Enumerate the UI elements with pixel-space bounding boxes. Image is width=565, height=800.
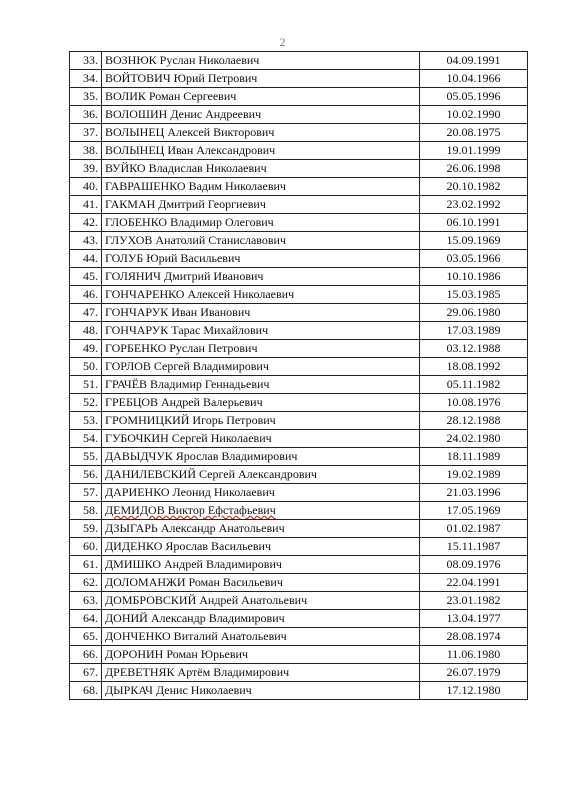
full-name: ГРАЧЁВ Владимир Геннадьевич: [105, 377, 270, 391]
table-row: [70, 124, 528, 142]
row-number: 63.: [70, 592, 102, 610]
table-row: [70, 574, 528, 592]
row-number: 48.: [70, 322, 102, 340]
table-row: [70, 556, 528, 574]
full-name: ДРЕВЕТНЯК Артём Владимирович: [105, 665, 290, 679]
full-name: ГОЛЯНИЧ Дмитрий Иванович: [105, 269, 264, 283]
full-name: ВОЙТОВИЧ Юрий Петрович: [105, 71, 258, 85]
table-row: [70, 52, 528, 70]
birth-date: 21.03.1996: [420, 484, 528, 502]
full-name-cell: [102, 520, 420, 538]
full-name: ДМИШКО Андрей Владимирович: [105, 557, 282, 571]
table-row: [70, 520, 528, 538]
full-name: ГЛОБЕНКО Владимир Олегович: [105, 215, 274, 229]
full-name: ВУЙКО Владислав Николаевич: [105, 161, 267, 175]
table-row: [70, 538, 528, 556]
birth-date: 26.07.1979: [420, 664, 528, 682]
full-name: ГОНЧАРУК Тарас Михайлович: [105, 323, 269, 337]
full-name-cell: [102, 610, 420, 628]
full-name-cell: [102, 196, 420, 214]
row-number: 40.: [70, 178, 102, 196]
table-row: [70, 376, 528, 394]
full-name-cell: [102, 538, 420, 556]
row-number: 51.: [70, 376, 102, 394]
full-name: ГЛУХОВ Анатолий Станиславович: [105, 233, 287, 247]
birth-date: 08.09.1976: [420, 556, 528, 574]
full-name-cell: [102, 232, 420, 250]
row-number: 41.: [70, 196, 102, 214]
birth-date: 03.05.1966: [420, 250, 528, 268]
birth-date: 10.08.1976: [420, 394, 528, 412]
full-name: ДАНИЛЕВСКИЙ Сергей Александрович: [105, 467, 317, 481]
row-number: 45.: [70, 268, 102, 286]
birth-date: 15.09.1969: [420, 232, 528, 250]
roster-table: [69, 51, 528, 700]
full-name-cell: [102, 574, 420, 592]
row-number: 53.: [70, 412, 102, 430]
full-name: ГОРБЕНКО Руслан Петрович: [105, 341, 258, 355]
birth-date: 05.11.1982: [420, 376, 528, 394]
birth-date: 06.10.1991: [420, 214, 528, 232]
full-name: ДОРОНИН Роман Юрьевич: [105, 647, 248, 661]
birth-date: 18.11.1989: [420, 448, 528, 466]
birth-date: 10.04.1966: [420, 70, 528, 88]
full-name-cell: [102, 250, 420, 268]
roster-table-body: [70, 52, 528, 700]
full-name-cell: [102, 466, 420, 484]
full-name-cell: [102, 70, 420, 88]
full-name: ГАКМАН Дмитрий Георгиевич: [105, 197, 266, 211]
birth-date: 10.02.1990: [420, 106, 528, 124]
full-name: ДЫРКАЧ Денис Николаевич: [105, 683, 252, 697]
birth-date: 15.03.1985: [420, 286, 528, 304]
full-name-cell: [102, 394, 420, 412]
birth-date: 01.02.1987: [420, 520, 528, 538]
full-name-cell: [102, 628, 420, 646]
row-number: 58.: [70, 502, 102, 520]
full-name-cell: [102, 412, 420, 430]
row-number: 42.: [70, 214, 102, 232]
row-number: 49.: [70, 340, 102, 358]
full-name-cell: [102, 178, 420, 196]
row-number: 64.: [70, 610, 102, 628]
full-name-cell: [102, 52, 420, 70]
row-number: 52.: [70, 394, 102, 412]
full-name: ГОНЧАРУК Иван Иванович: [105, 305, 251, 319]
table-row: [70, 196, 528, 214]
table-row: [70, 412, 528, 430]
full-name-cell: [102, 142, 420, 160]
row-number: 68.: [70, 682, 102, 700]
birth-date: 28.12.1988: [420, 412, 528, 430]
table-row: [70, 88, 528, 106]
birth-date: 22.04.1991: [420, 574, 528, 592]
row-number: 62.: [70, 574, 102, 592]
full-name: ВОЛОШИН Денис Андреевич: [105, 107, 262, 121]
full-name-cell: [102, 448, 420, 466]
birth-date: 04.09.1991: [420, 52, 528, 70]
row-number: 38.: [70, 142, 102, 160]
full-name-cell: [102, 664, 420, 682]
table-row: [70, 178, 528, 196]
row-number: 46.: [70, 286, 102, 304]
full-name: ГРЕБЦОВ Андрей Валерьевич: [105, 395, 263, 409]
birth-date: 15.11.1987: [420, 538, 528, 556]
row-number: 59.: [70, 520, 102, 538]
full-name: ГАВРАШЕНКО Вадим Николаевич: [105, 179, 286, 193]
full-name: ГОЛУБ Юрий Васильевич: [105, 251, 241, 265]
full-name-cell: [102, 556, 420, 574]
birth-date: 03.12.1988: [420, 340, 528, 358]
full-name: ДЕМИДОВ Виктор Ефстафьевич: [105, 503, 276, 517]
table-row: [70, 340, 528, 358]
full-name: ВОЛЫНЕЦ Алексей Викторович: [105, 125, 275, 139]
table-row: [70, 214, 528, 232]
full-name: ДАВЫДЧУК Ярослав Владимирович: [105, 449, 298, 463]
row-number: 44.: [70, 250, 102, 268]
full-name-cell: [102, 88, 420, 106]
full-name-cell: [102, 682, 420, 700]
full-name-cell: [102, 592, 420, 610]
page-number: 2: [279, 35, 286, 49]
birth-date: 10.10.1986: [420, 268, 528, 286]
full-name: ВОЗНЮК Руслан Николаевич: [105, 53, 260, 67]
table-row: [70, 628, 528, 646]
table-row: [70, 448, 528, 466]
birth-date: 24.02.1980: [420, 430, 528, 448]
table-row: [70, 646, 528, 664]
row-number: 39.: [70, 160, 102, 178]
full-name-cell: [102, 268, 420, 286]
full-name: ДИДЕНКО Ярослав Васильевич: [105, 539, 272, 553]
full-name-cell: [102, 322, 420, 340]
table-row: [70, 232, 528, 250]
table-row: [70, 268, 528, 286]
full-name: ДОМБРОВСКИЙ Андрей Анатольевич: [105, 593, 308, 607]
full-name-cell: [102, 430, 420, 448]
birth-date: 19.01.1999: [420, 142, 528, 160]
birth-date: 20.08.1975: [420, 124, 528, 142]
full-name: ДЗЫГАРЬ Александр Анатольевич: [105, 521, 285, 535]
table-row: [70, 358, 528, 376]
birth-date: 23.02.1992: [420, 196, 528, 214]
birth-date: 26.06.1998: [420, 160, 528, 178]
birth-date: 18.08.1992: [420, 358, 528, 376]
table-row: [70, 142, 528, 160]
full-name: ГОНЧАРЕНКО Алексей Николаевич: [105, 287, 295, 301]
table-row: [70, 250, 528, 268]
row-number: 54.: [70, 430, 102, 448]
table-row: [70, 160, 528, 178]
row-number: 34.: [70, 70, 102, 88]
table-row: [70, 664, 528, 682]
table-row: [70, 484, 528, 502]
table-row: [70, 592, 528, 610]
full-name: ГУБОЧКИН Сергей Николаевич: [105, 431, 272, 445]
row-number: 37.: [70, 124, 102, 142]
full-name: ДОЛОМАНЖИ Роман Васильевич: [105, 575, 283, 589]
row-number: 65.: [70, 628, 102, 646]
row-number: 33.: [70, 52, 102, 70]
full-name-cell: [102, 358, 420, 376]
birth-date: 19.02.1989: [420, 466, 528, 484]
row-number: 57.: [70, 484, 102, 502]
row-number: 35.: [70, 88, 102, 106]
row-number: 56.: [70, 466, 102, 484]
table-row: [70, 394, 528, 412]
table-row: [70, 430, 528, 448]
table-row: [70, 304, 528, 322]
birth-date: 05.05.1996: [420, 88, 528, 106]
full-name-cell: [102, 484, 420, 502]
birth-date: 13.04.1977: [420, 610, 528, 628]
full-name: ДОНЧЕНКО Виталий Анатольевич: [105, 629, 287, 643]
birth-date: 17.12.1980: [420, 682, 528, 700]
full-name-cell: [102, 214, 420, 232]
table-row: [70, 610, 528, 628]
table-row: [70, 322, 528, 340]
table-row: [70, 286, 528, 304]
full-name-cell: [102, 304, 420, 322]
row-number: 67.: [70, 664, 102, 682]
row-number: 60.: [70, 538, 102, 556]
full-name-cell: [102, 286, 420, 304]
full-name-cell: [102, 340, 420, 358]
full-name-cell: [102, 106, 420, 124]
table-row: [70, 502, 528, 520]
row-number: 50.: [70, 358, 102, 376]
full-name-cell: [102, 124, 420, 142]
birth-date: 17.03.1989: [420, 322, 528, 340]
birth-date: 20.10.1982: [420, 178, 528, 196]
row-number: 55.: [70, 448, 102, 466]
full-name-cell: [102, 502, 420, 520]
birth-date: 17.05.1969: [420, 502, 528, 520]
full-name: ДАРИЕНКО Леонид Николаевич: [105, 485, 275, 499]
table-row: [70, 682, 528, 700]
full-name: ГРОМНИЦКИЙ Игорь Петрович: [105, 413, 276, 427]
birth-date: 23.01.1982: [420, 592, 528, 610]
full-name: ВОЛЫНЕЦ Иван Александрович: [105, 143, 276, 157]
full-name: ГОРЛОВ Сергей Владимирович: [105, 359, 269, 373]
table-row: [70, 466, 528, 484]
table-row: [70, 70, 528, 88]
birth-date: 11.06.1980: [420, 646, 528, 664]
table-row: [70, 106, 528, 124]
full-name-cell: [102, 646, 420, 664]
birth-date: 28.08.1974: [420, 628, 528, 646]
row-number: 61.: [70, 556, 102, 574]
row-number: 43.: [70, 232, 102, 250]
birth-date: 29.06.1980: [420, 304, 528, 322]
full-name: ДОНИЙ Александр Владимирович: [105, 611, 285, 625]
full-name-cell: [102, 160, 420, 178]
full-name: ВОЛИК Роман Сергеевич: [105, 89, 237, 103]
row-number: 36.: [70, 106, 102, 124]
row-number: 47.: [70, 304, 102, 322]
full-name-cell: [102, 376, 420, 394]
row-number: 66.: [70, 646, 102, 664]
